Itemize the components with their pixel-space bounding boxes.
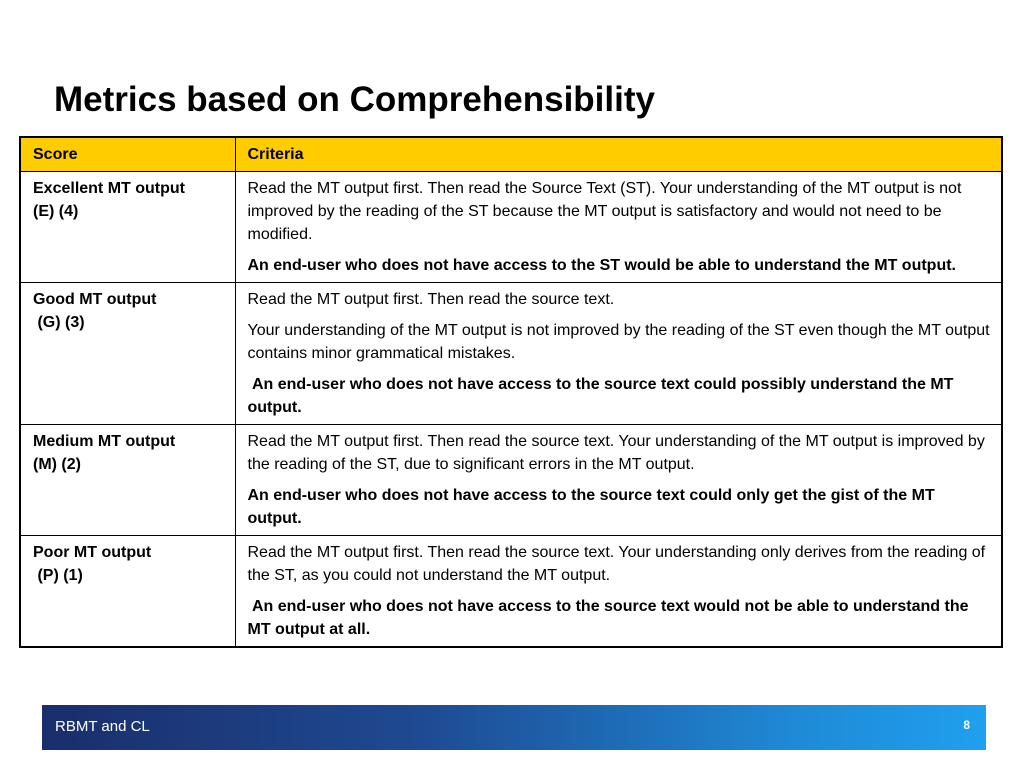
score-code: (M) (2)	[33, 455, 81, 473]
score-label: Poor MT output	[33, 543, 152, 561]
criteria-cell	[235, 171, 1002, 282]
score-cell	[20, 535, 235, 647]
table-header-row	[20, 137, 1002, 171]
footer-label: RBMT and CL	[55, 718, 150, 735]
criteria-conclusion: An end-user who does not have access to the source text could possibly understand the MT output.	[247, 375, 958, 416]
score-label: Good MT output	[33, 290, 157, 308]
score-code: (E) (4)	[33, 202, 79, 220]
criteria-text: Your understanding of the MT output is not improved by the reading of the ST even though the MT output contains minor grammatical mistakes.	[247, 321, 990, 362]
criteria-conclusion: An end-user who does not have access to the source text could only get the gist of the MT output.	[247, 486, 940, 527]
score-cell	[20, 424, 235, 535]
criteria-conclusion: An end-user who does not have access to the source text would not be able to understand the MT output at all.	[247, 597, 973, 638]
table-row	[20, 282, 1002, 424]
score-column-header: Score	[20, 137, 235, 171]
page-number: 8	[963, 718, 970, 732]
criteria-conclusion: An end-user who does not have access to the ST would be able to understand the MT output.	[247, 256, 956, 274]
score-cell	[20, 282, 235, 424]
criteria-table	[19, 136, 1003, 648]
score-label: Excellent MT output	[33, 179, 185, 197]
criteria-text: Read the MT output first. Then read the source text. Your understanding only derives from the reading of the ST, as you could not understand the MT output.	[247, 543, 986, 584]
criteria-text: Read the MT output first. Then read the source text. Your understanding of the MT output is improved by the reading of the ST, due to significant errors in the MT output.	[247, 432, 985, 473]
score-cell	[20, 171, 235, 282]
score-code: (G) (3)	[33, 313, 85, 331]
criteria-cell	[235, 424, 1002, 535]
criteria-text: Read the MT output first. Then read the source text.	[247, 290, 615, 308]
criteria-cell	[235, 282, 1002, 424]
footer-bar	[42, 705, 986, 750]
criteria-column-header: Criteria	[235, 137, 1002, 171]
table-row	[20, 171, 1002, 282]
slide-title: Metrics based on Comprehensibility	[54, 80, 655, 119]
score-label: Medium MT output	[33, 432, 176, 450]
criteria-text: Read the MT output first. Then read the Source Text (ST). Your understanding of the MT output is not improved by the reading of the ST because the MT output is satisfactory and would not need to be modified.	[247, 179, 962, 243]
criteria-cell	[235, 535, 1002, 647]
score-code: (P) (1)	[33, 566, 83, 584]
table-row	[20, 535, 1002, 647]
table-row	[20, 424, 1002, 535]
criteria-table-wrap	[19, 136, 1001, 648]
